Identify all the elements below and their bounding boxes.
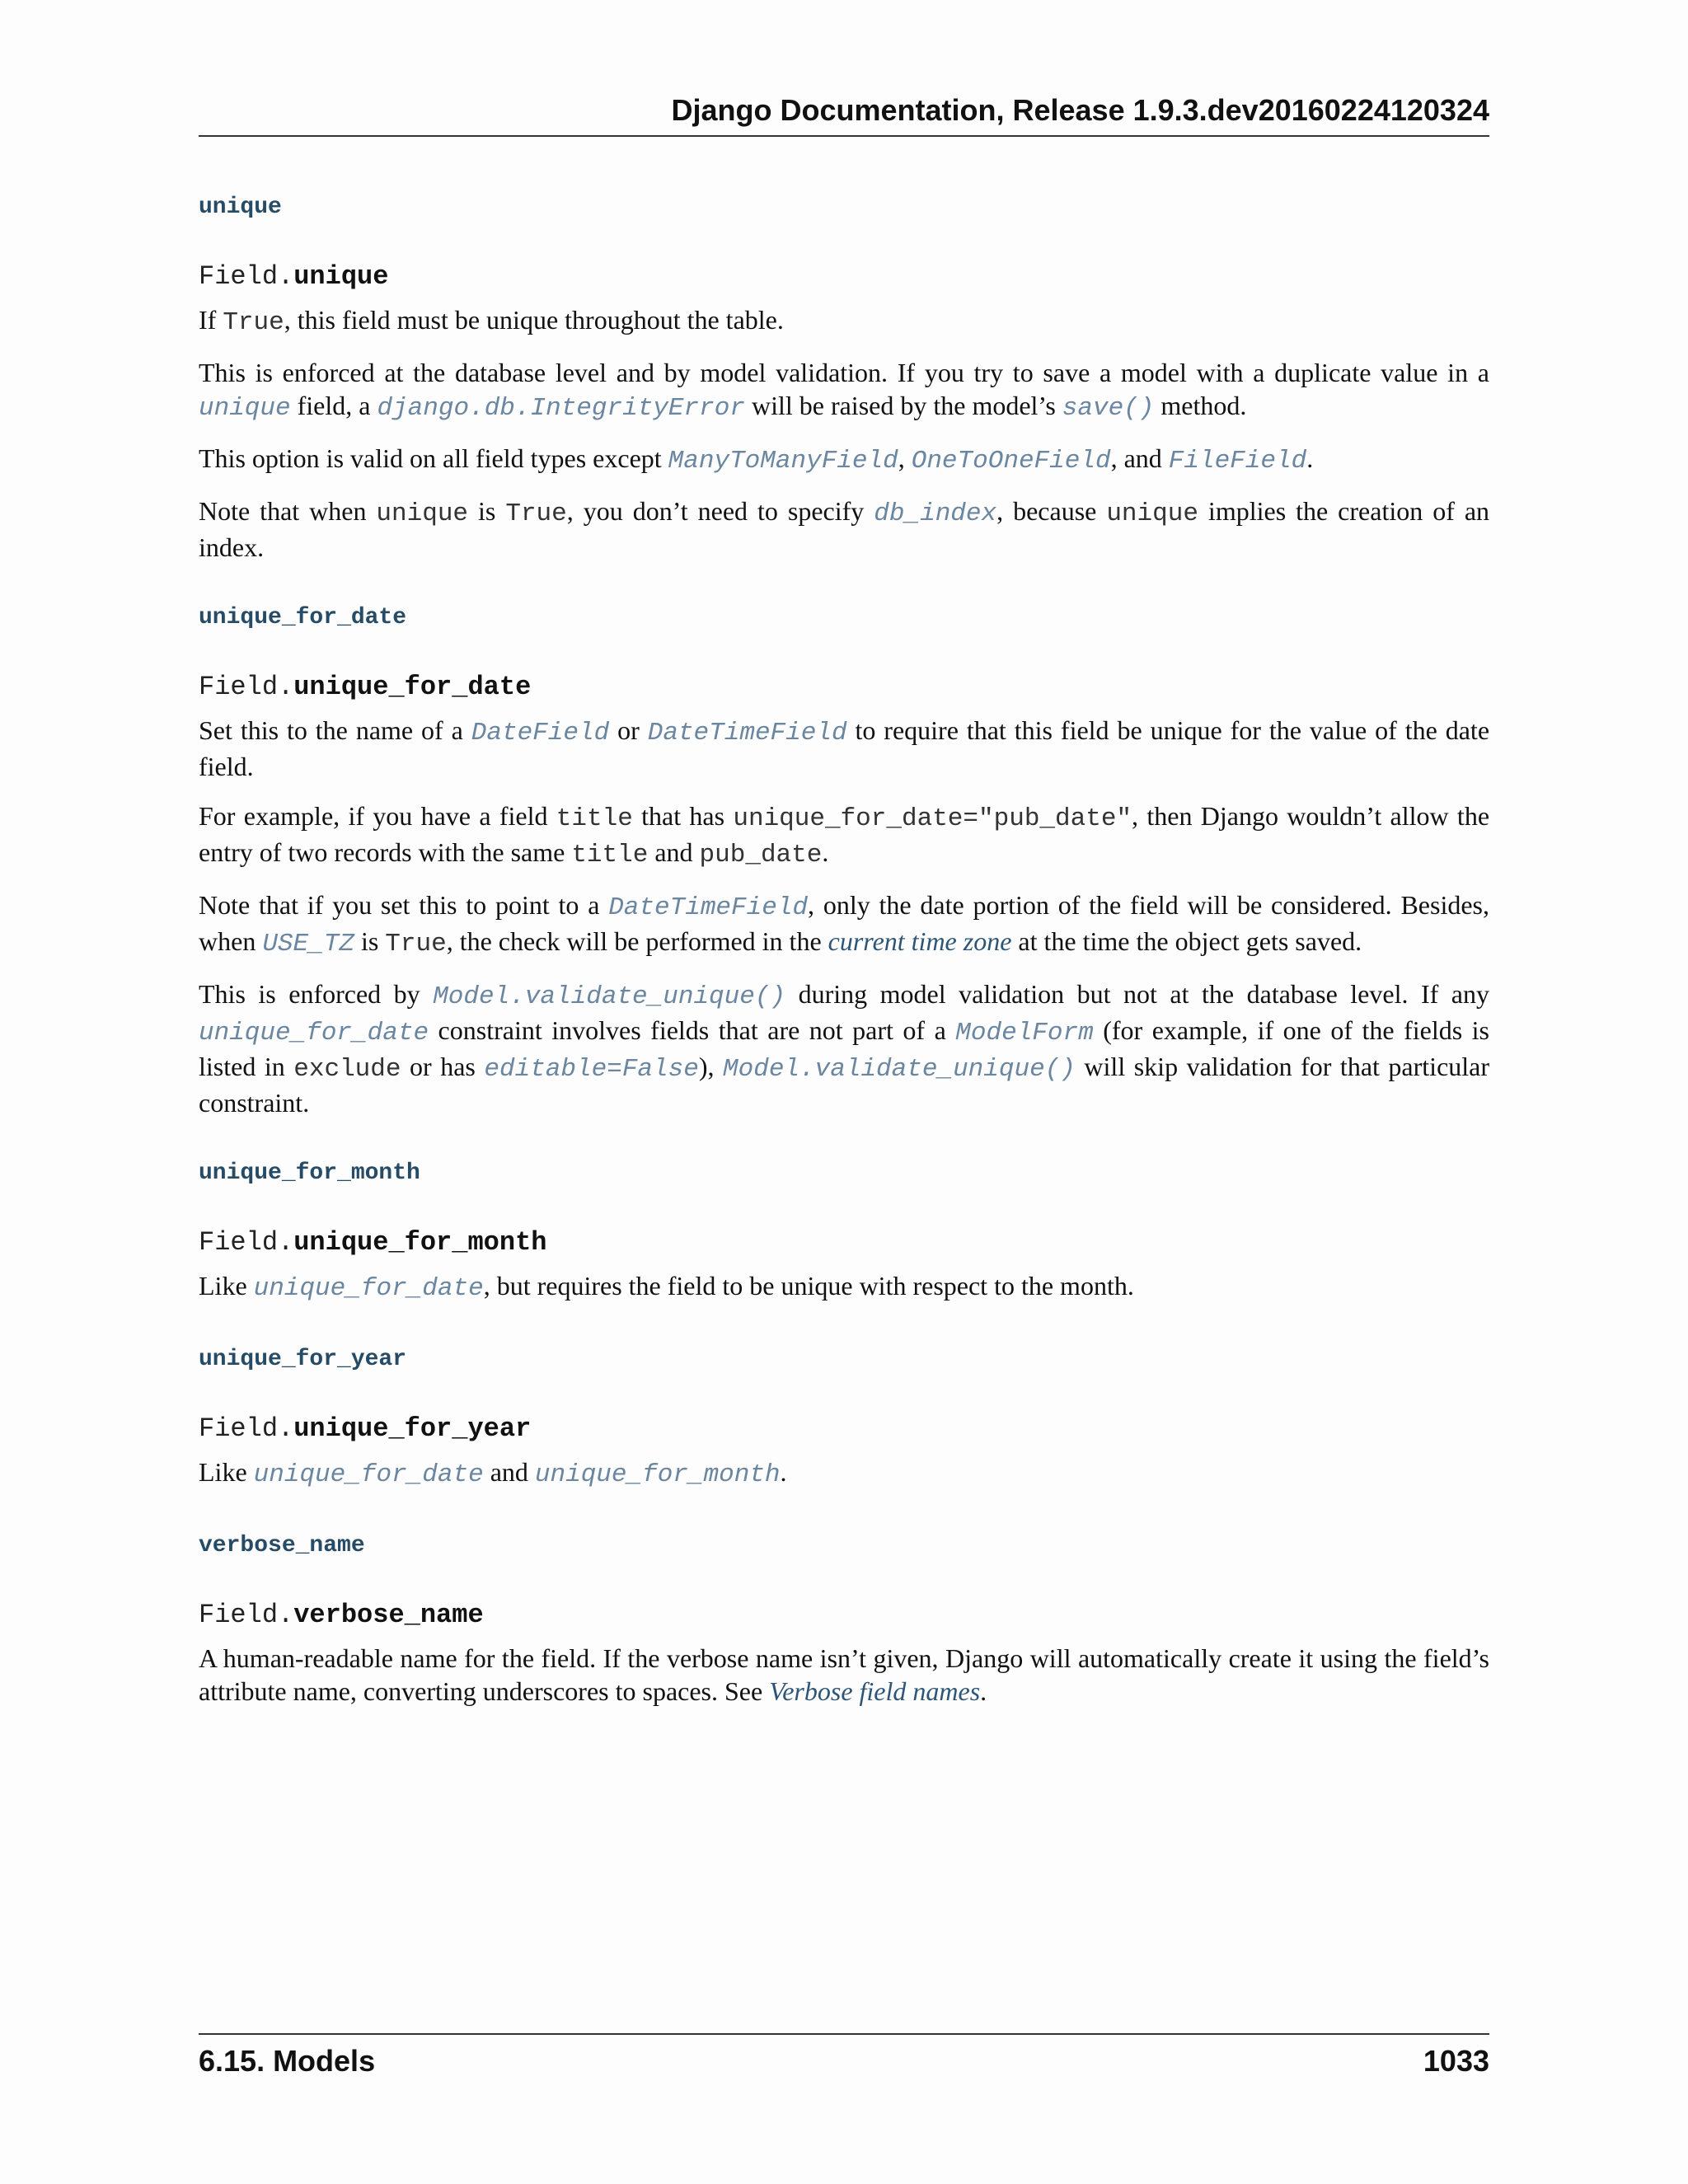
text: , you don’t need to specify	[566, 496, 874, 526]
text: constraint involves fields that are not part of a	[429, 1015, 956, 1045]
paragraph	[199, 442, 1489, 478]
paragraph	[199, 977, 1489, 1119]
signature-prefix: Field.	[199, 1413, 294, 1444]
text: to require that this field be unique for the value of the date field.	[199, 715, 1490, 781]
doc-link[interactable]: current time zone	[828, 926, 1012, 956]
section-heading: unique	[199, 194, 282, 220]
text: field, a	[290, 391, 377, 420]
xref-link[interactable]: FileField	[1168, 447, 1307, 476]
text: , this field must be unique throughout the table.	[284, 305, 784, 335]
xref-link[interactable]: DateField	[471, 719, 610, 748]
text: .	[780, 1457, 787, 1487]
signature-prefix: Field.	[199, 1600, 294, 1630]
code-literal: exclude	[293, 1055, 401, 1084]
code-literal: unique	[376, 499, 469, 528]
signature-name: verbose_name	[293, 1600, 484, 1630]
section-unique-for-date	[199, 602, 1489, 1119]
text: Note that if you set this to point to a	[199, 890, 609, 920]
text: This is enforced by	[199, 979, 434, 1009]
section-verbose-name	[199, 1530, 1489, 1708]
running-header: Django Documentation, Release 1.9.3.dev20160224120324	[199, 92, 1489, 137]
paragraph	[199, 714, 1489, 783]
code-literal: True	[223, 308, 284, 337]
text: at the time the object gets saved.	[1011, 926, 1362, 956]
text: ),	[698, 1052, 724, 1081]
text: (for example, if one of the fields is listed in	[199, 1015, 1490, 1081]
section-unique-for-year	[199, 1343, 1489, 1492]
xref-link[interactable]: unique_for_date	[253, 1274, 484, 1303]
xref-link[interactable]: unique_for_date	[253, 1460, 484, 1489]
code-literal: True	[505, 499, 567, 528]
paragraph	[199, 356, 1489, 425]
xref-link[interactable]: DateTimeField	[608, 893, 809, 922]
paragraph	[199, 1269, 1489, 1305]
code-literal: unique_for_date="pub_date"	[733, 804, 1132, 833]
text: Like	[199, 1271, 254, 1301]
text: A human-readable name for the field. If the verbose name isn’t given, Django will automatically create it using the field’s attribute name, converting underscores to spaces. See	[199, 1643, 1489, 1706]
xref-link[interactable]: db_index	[874, 499, 997, 528]
section-unique-for-month	[199, 1157, 1489, 1305]
xref-link[interactable]: unique_for_date	[199, 1019, 429, 1047]
xref-link[interactable]: ManyToManyField	[668, 447, 898, 476]
code-literal: unique	[1106, 499, 1198, 528]
xref-link[interactable]: Model.validate_unique()	[723, 1055, 1076, 1084]
text: Set this to the name of a	[199, 715, 471, 745]
section-heading: unique_for_year	[199, 1347, 407, 1372]
text: is	[354, 926, 386, 956]
xref-link[interactable]: django.db.IntegrityError	[377, 394, 745, 423]
text: , only the date portion of the field will be considered. Besides, when	[199, 890, 1490, 956]
xref-link[interactable]: save()	[1062, 394, 1155, 423]
field-signature	[199, 260, 1489, 293]
paragraph	[199, 303, 1489, 340]
code-literal: pub_date	[699, 841, 823, 869]
paragraph	[199, 888, 1489, 961]
section-heading: verbose_name	[199, 1533, 365, 1558]
text: during model validation but not at the database level. If any	[785, 979, 1490, 1009]
signature-prefix: Field.	[199, 672, 294, 702]
field-signature	[199, 671, 1489, 704]
text: ,	[898, 443, 912, 473]
page-number: 1033	[1423, 2044, 1489, 2078]
doc-link[interactable]: Verbose field names	[769, 1676, 981, 1706]
text: will skip validation for that particular constraint.	[199, 1052, 1490, 1118]
code-literal: title	[556, 804, 633, 833]
signature-prefix: Field.	[199, 261, 294, 292]
text: .	[1306, 443, 1314, 473]
signature-name: unique_for_date	[293, 672, 532, 702]
section-heading: unique_for_month	[199, 1160, 420, 1186]
xref-link[interactable]: USE_TZ	[262, 930, 354, 958]
text: For example, if you have a field	[199, 801, 556, 831]
field-signature	[199, 1599, 1489, 1632]
signature-name: unique_for_month	[293, 1227, 547, 1258]
text: This option is valid on all field types except	[199, 443, 668, 473]
text: that has	[632, 801, 734, 831]
text: , but requires the field to be unique with respect to the month.	[483, 1271, 1134, 1301]
signature-name: unique_for_year	[293, 1413, 532, 1444]
code-literal: True	[385, 930, 447, 958]
xref-link[interactable]: ModelForm	[955, 1019, 1094, 1047]
paragraph	[199, 494, 1489, 564]
xref-link[interactable]: unique_for_month	[534, 1460, 781, 1489]
text: and	[483, 1457, 535, 1487]
paragraph	[199, 1642, 1489, 1708]
section-heading: unique_for_date	[199, 605, 407, 630]
text: , the check will be performed in the	[446, 926, 828, 956]
text: , and	[1110, 443, 1169, 473]
text: Note that when	[199, 496, 377, 526]
text: is	[468, 496, 506, 526]
text: Like	[199, 1457, 254, 1487]
field-signature	[199, 1413, 1489, 1446]
text: or	[609, 715, 648, 745]
text: .	[980, 1676, 987, 1706]
xref-link[interactable]: unique	[199, 394, 291, 423]
text: will be raised by the model’s	[744, 391, 1062, 420]
text: , because	[996, 496, 1107, 526]
footer-section-title: 6.15. Models	[199, 2044, 376, 2078]
paragraph	[199, 1455, 1489, 1492]
xref-link[interactable]: Model.validate_unique()	[433, 982, 786, 1011]
signature-name: unique	[293, 261, 389, 292]
xref-link[interactable]: editable=False	[484, 1055, 699, 1084]
field-signature	[199, 1226, 1489, 1259]
text: or has	[401, 1052, 485, 1081]
text: This is enforced at the database level and by model validation. If you try to save a model with a duplicate value in a	[199, 358, 1489, 387]
text: , then Django wouldn’t allow the entry of two records with the same	[199, 801, 1490, 867]
section-unique	[199, 191, 1489, 564]
text: .	[822, 837, 829, 867]
text: If	[199, 305, 223, 335]
text: implies the creation of an index.	[199, 496, 1490, 562]
page-content	[199, 191, 1489, 1746]
xref-link[interactable]: OneToOneField	[911, 447, 1111, 476]
signature-prefix: Field.	[199, 1227, 294, 1258]
code-literal: title	[571, 841, 649, 869]
text: method.	[1154, 391, 1247, 420]
text: and	[648, 837, 700, 867]
page-footer	[199, 2033, 1489, 2079]
xref-link[interactable]: DateTimeField	[647, 719, 847, 748]
paragraph	[199, 799, 1489, 872]
